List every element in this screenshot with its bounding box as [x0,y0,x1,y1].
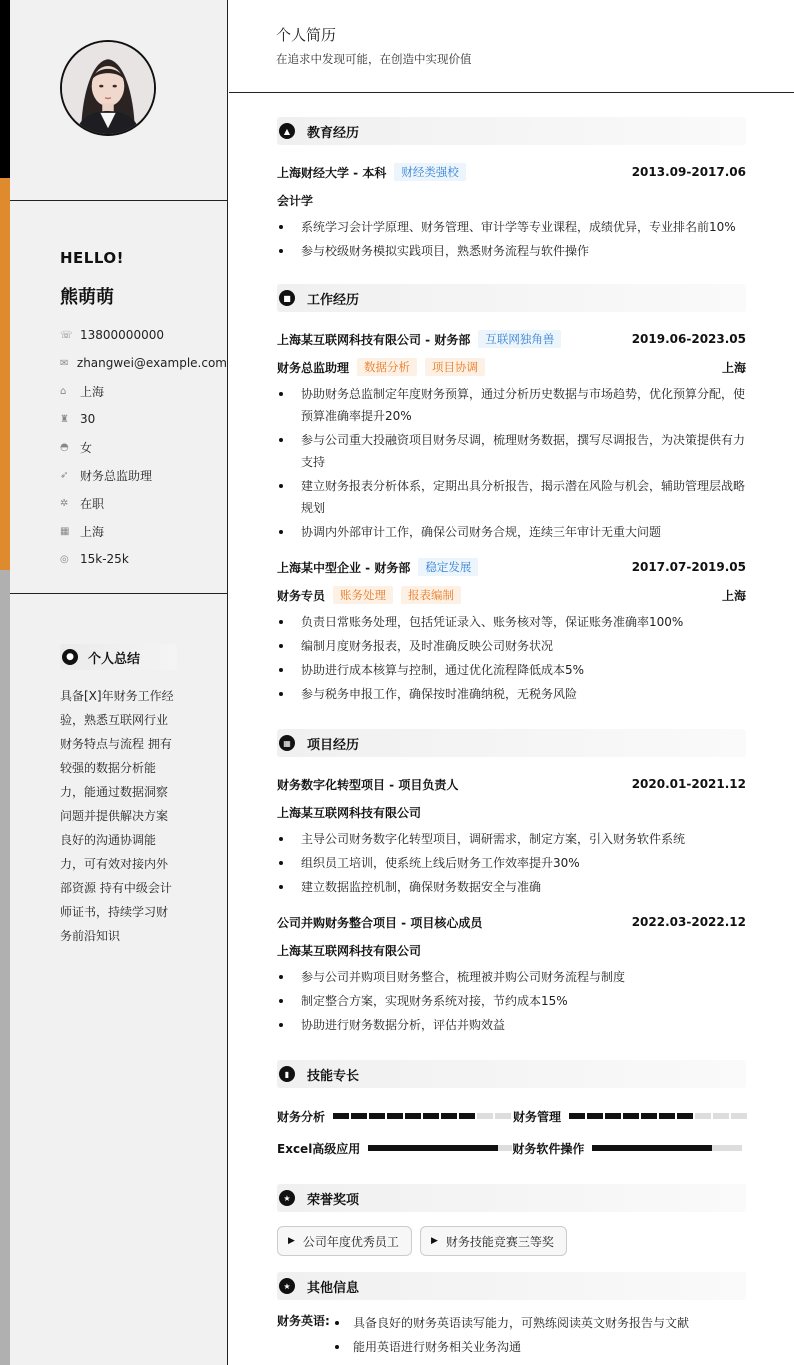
page-title: 个人简历 [276,26,337,44]
skill-tag: 账务处理 [333,586,393,604]
salary-icon: ◎ [60,553,69,565]
project-bullets [277,828,746,898]
skill-item [277,1140,512,1157]
list-item: 制定整合方案，实现财务系统对接，节约成本15% [277,990,746,1012]
job-city: 上海 [721,588,746,603]
job-city: 上海 [721,360,746,375]
bar-chart-icon: ▮ [279,1066,295,1082]
list-item: 组织员工培训，使系统上线后财务工作效率提升30% [277,852,746,874]
avatar [60,40,156,136]
summary-section [10,594,227,948]
skill-tag: 项目协调 [425,358,485,376]
skill-level-segment [605,1113,621,1119]
summary-header [60,644,177,670]
page-subtitle: 在追求中发现可能，在创造中实现价值 [276,52,472,66]
section-header [277,1272,746,1300]
job-role: 财务专员 [277,588,326,603]
award-label: 财务技能竞赛三等奖 [445,1234,554,1249]
skill-item [277,1108,513,1125]
contact-value: 上海 [80,384,105,399]
project-row [277,910,746,934]
skill-name: 财务软件操作 [512,1141,585,1156]
contact-value: 30 [80,412,96,426]
city-icon: ▦ [60,525,70,537]
job-entry [277,327,746,543]
list-item: 协助财务总监制定年度财务预算，通过分析历史数据与市场趋势，优化预算分配，使预算准确率提升20% [277,383,746,427]
project-entry [277,772,746,898]
contact-list [60,321,227,573]
major-row [277,188,746,212]
company-tag: 稳定发展 [418,558,478,576]
list-item: 协助进行财务数据分析，评估并购效益 [277,1014,746,1036]
list-item: 负责日常账务处理，包括凭证录入、账务核对等，保证账务准确率100% [277,611,746,633]
other-info [277,1310,746,1358]
contact-salary [60,545,227,573]
project-company: 上海某互联网科技有限公司 [277,943,422,958]
avatar-portrait [62,42,154,134]
hello-heading: HELLO! [60,249,124,267]
skill-level-segment [333,1113,349,1119]
skill-level-segment [369,1113,385,1119]
contact-phone [60,321,227,349]
other-bullets [333,1310,689,1358]
section-title: 项目经历 [307,737,360,753]
project-bullets [277,966,746,1036]
skill-level-fill [368,1145,498,1151]
project-name: 公司并购财务整合项目 - 项目核心成员 [277,915,483,930]
skill-level-bar [569,1113,749,1119]
education-bullets [277,216,746,262]
section-header [277,1060,746,1088]
project-company-row [277,938,746,962]
school-tag: 财经类强校 [394,163,466,181]
skill-item [513,1108,749,1125]
person-name: 熊萌萌 [60,287,114,308]
info-icon: ★ [279,1278,295,1294]
graduation-cap-icon: ▲ [279,123,295,139]
award-icon: ★ [279,1190,295,1206]
section-title: 其他信息 [307,1280,360,1296]
contact-value: 女 [80,440,93,455]
age-icon: ♜ [60,413,69,425]
job-bullets [277,383,746,543]
projects-section [277,729,746,1036]
personal-info [10,201,227,594]
list-item: 建立数据监控机制，确保财务数据安全与准确 [277,876,746,898]
list-item: 参与公司并购项目财务整合，梳理被并购公司财务流程与制度 [277,966,746,988]
contact-position [60,461,227,489]
skill-level-segment [477,1113,493,1119]
avatar-section [10,0,227,201]
briefcase-icon: ■ [279,290,295,306]
skill-level-segment [495,1113,511,1119]
education-row [277,160,746,184]
school-name: 上海财经大学 - 本科 [277,165,387,180]
play-icon: ▶ [288,1236,295,1246]
skill-level-fill [592,1145,712,1151]
skill-level-segment [659,1113,675,1119]
skill-level-segment [713,1113,729,1119]
sidebar [10,0,228,1365]
honors-section [277,1184,746,1256]
contact-value: 13800000000 [80,328,164,342]
job-bullets [277,611,746,705]
list-item: 主导公司财务数字化转型项目，调研需求，制定方案，引入财务软件系统 [277,828,746,850]
list-item: 参与校级财务模拟实践项目，熟悉财务流程与软件操作 [277,240,746,262]
job-row [277,555,746,579]
job-date: 2017.07-2019.05 [631,560,746,574]
company-tag: 互联网独角兽 [478,330,561,348]
grid-icon: ▦ [279,735,295,751]
award-label: 公司年度优秀员工 [302,1234,399,1249]
skill-row [277,1100,746,1132]
other-label: 财务英语: [277,1314,330,1328]
home-icon: ⌂ [60,385,67,397]
contact-location [60,377,227,405]
edge-strip-black [0,0,10,178]
section-header [277,729,746,757]
company-name: 上海某互联网科技有限公司 - 财务部 [277,332,471,347]
status-icon: ✲ [60,497,69,509]
contact-value: zhangwei@example.com [76,356,227,370]
job-entry [277,555,746,705]
project-entry [277,910,746,1036]
skill-name: 财务管理 [513,1109,562,1124]
skill-level-segment [387,1113,403,1119]
major: 会计学 [277,193,314,208]
skill-level-segment [641,1113,657,1119]
awards-list [277,1226,746,1256]
resume-body [229,93,794,1358]
award-chip [420,1226,567,1256]
other-section [277,1272,746,1358]
contact-value: 15k-25k [80,552,129,566]
section-header [277,284,746,312]
contact-status [60,489,227,517]
skill-row [277,1132,746,1164]
contact-value: 在职 [80,496,105,511]
user-icon: ● [62,649,78,665]
skill-level-segment [623,1113,639,1119]
skill-level-segment [405,1113,421,1119]
job-role: 财务总监助理 [277,360,350,375]
list-item: 参与税务申报工作，确保按时准确纳税，无税务风险 [277,683,746,705]
contact-value: 财务总监助理 [80,468,153,483]
skill-name: Excel高级应用 [277,1141,361,1156]
project-company: 上海某互联网科技有限公司 [277,805,422,820]
job-date: 2019.06-2023.05 [631,332,746,346]
section-title: 教育经历 [307,125,360,141]
project-name: 财务数字化转型项目 - 项目负责人 [277,777,459,792]
email-icon: ✉ [60,357,69,369]
project-date: 2020.01-2021.12 [631,777,746,791]
job-row [277,327,746,351]
list-item: 协助进行成本核算与控制，通过优化流程降低成本5% [277,659,746,681]
skills-grid [277,1100,746,1164]
list-item: 具备良好的财务英语读写能力，可熟练阅读英文财务报告与文献 [333,1312,689,1334]
skill-level-segment [423,1113,439,1119]
project-row [277,772,746,796]
skill-item [512,1140,746,1157]
summary-title: 个人总结 [88,651,141,667]
section-title: 工作经历 [307,292,360,308]
main-content [229,0,794,1365]
section-header [277,117,746,145]
edge-strip [0,0,10,1365]
skill-level-segment [351,1113,367,1119]
role-row [277,355,746,379]
skill-name: 财务分析 [277,1109,326,1124]
section-header [277,1184,746,1212]
gender-icon: ◓ [60,441,69,453]
section-title: 技能专长 [307,1068,360,1084]
edge-strip-orange [0,178,10,570]
list-item: 能用英语进行财务相关业务沟通 [333,1336,689,1358]
list-item: 协调内外部审计工作，确保公司财务合规，连续三年审计无重大问题 [277,521,746,543]
contact-value: 上海 [80,524,105,539]
section-title: 荣誉奖项 [307,1192,360,1208]
award-chip [277,1226,412,1256]
contact-gender [60,433,227,461]
contact-city [60,517,227,545]
list-item: 编制月度财务报表，及时准确反映公司财务状况 [277,635,746,657]
edge-strip-gray [0,570,10,1365]
project-company-row [277,800,746,824]
skill-level-segment [587,1113,603,1119]
skill-level-segment [569,1113,585,1119]
company-name: 上海某中型企业 - 财务部 [277,560,411,575]
skill-tag: 数据分析 [357,358,417,376]
skill-level-segment [441,1113,457,1119]
skill-tag: 报表编制 [401,586,461,604]
page-header [229,0,794,93]
education-date: 2013.09-2017.06 [631,165,746,179]
skill-level-segment [695,1113,711,1119]
skill-level-segment [731,1113,747,1119]
list-item: 参与公司重大投融资项目财务尽调，梳理财务数据，撰写尽调报告，为决策提供有力支持 [277,429,746,473]
list-item: 建立财务报表分析体系，定期出具分析报告，揭示潜在风险与机会，辅助管理层战略规划 [277,475,746,519]
skill-level-bar [333,1113,513,1119]
summary-text: 具备[X]年财务工作经验，熟悉互联网行业财务特点与流程 拥有较强的数据分析能力，能通过数据洞察问题并提供解决方案 良好的沟通协调能力，可有效对接内外部资源 持有中级会计师证书，持续学习财务前沿知识 [60,689,174,943]
role-row [277,583,746,607]
skill-level-segment [677,1113,693,1119]
education-section [277,117,746,262]
contact-email [60,349,227,377]
position-icon: ➶ [60,469,69,481]
phone-icon: ☏ [60,329,73,341]
project-date: 2022.03-2022.12 [631,915,746,929]
skill-level-segment [459,1113,475,1119]
skills-section [277,1060,746,1164]
contact-age [60,405,227,433]
list-item: 系统学习会计学原理、财务管理、审计学等专业课程，成绩优异，专业排名前10% [277,216,746,238]
skill-level-bar [368,1145,512,1151]
skill-level-bar [592,1145,742,1151]
work-section [277,284,746,705]
play-icon: ▶ [430,1236,438,1246]
